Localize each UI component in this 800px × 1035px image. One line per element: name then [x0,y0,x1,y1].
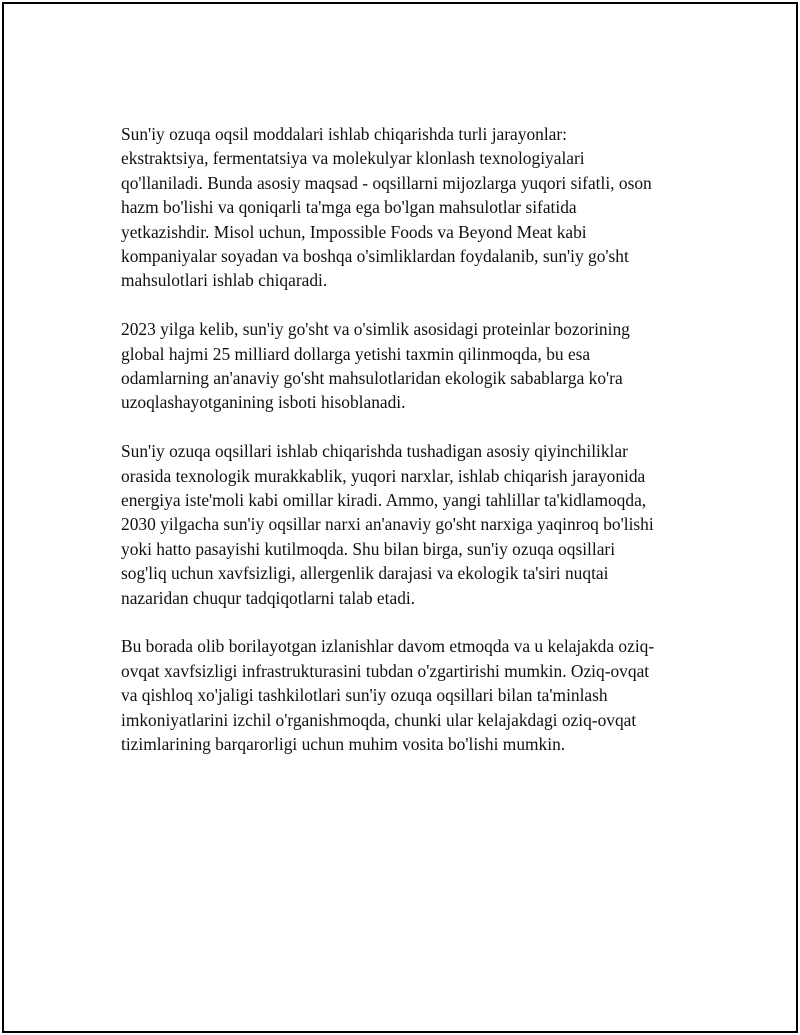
text-line: va qishloq xo'jaligi tashkilotlari sun'iy ozuqa oqsillari bilan ta'minlash [121,685,608,706]
text-line: Sun'iy ozuqa oqsil moddalari ishlab chiqarishda turli jarayonlar: [121,124,568,144]
text-line: sog'liq uchun xavfsizligi, allergenlik darajasi va ekologik ta'siri nuqtai [121,563,609,584]
text-line: 2023 yilga kelib, sun'iy go'sht va o'simlik asosidagi proteinlar bozorining [121,319,630,340]
paragraph [121,439,693,610]
text-line: qo'llaniladi. Bunda asosiy maqsad - oqsillarni mijozlarga yuqori sifatli, oson [121,172,652,193]
text-line: Sun'iy ozuqa oqsillari ishlab chiqarishda tushadigan asosiy qiyinchiliklar [121,441,628,462]
text-line: 2030 yilgacha sun'iy oqsillar narxi an'anaviy go'sht narxiga yaqinroq bo'lishi [121,514,654,535]
text-line: yoki hatto pasayishi kutilmoqda. Shu bilan birga, sun'iy ozuqa oqsillari [121,538,616,559]
text-line: kompaniyalar soyadan va boshqa o'simliklardan foydalanib, sun'iy go'sht [121,246,629,267]
text-line: nazaridan chuqur tadqiqotlarni talab etadi. [121,587,416,608]
text-line: Bu borada olib borilayotgan izlanishlar davom etmoqda va u kelajakda oziq- [121,636,655,657]
text-line: hazm bo'lishi va qoniqarli ta'mga ega bo'lgan mahsulotlar sifatida [121,197,577,218]
text-line: tizimlarining barqarorligi uchun muhim vosita bo'lishi mumkin. [121,734,566,755]
text-line: uzoqlashayotganining isboti hisoblanadi. [121,392,406,413]
text-line: imkoniyatlarini izchil o'rganishmoqda, chunki ular kelajakdagi oziq-ovqat [121,709,637,730]
text-line: yetkazishdir. Misol uchun, Impossible Foods va Beyond Meat kabi [121,221,587,242]
text-line: mahsulotlari ishlab chiqaradi. [121,270,328,291]
page-frame [2,2,798,1033]
text-line: odamlarning an'anaviy go'sht mahsulotlaridan ekologik sabablarga ko'ra [121,368,623,389]
paragraph [121,122,693,293]
text-line: energiya iste'moli kabi omillar kiradi. Ammo, yangi tahlillar ta'kidlamoqda, [121,490,647,511]
paragraph [121,634,693,756]
document-body [121,122,693,757]
text-line: ovqat xavfsizligi infrastrukturasini tubdan o'zgartirishi mumkin. Oziq-ovqat [121,660,650,681]
paragraph [121,317,693,415]
text-line: global hajmi 25 milliard dollarga yetishi taxmin qilinmoqda, bu esa [121,343,591,364]
text-line: orasida texnologik murakkablik, yuqori narxlar, ishlab chiqarish jarayonida [121,465,646,486]
text-line: ekstraktsiya, fermentatsiya va molekulyar klonlash texnologiyalari [121,148,585,169]
